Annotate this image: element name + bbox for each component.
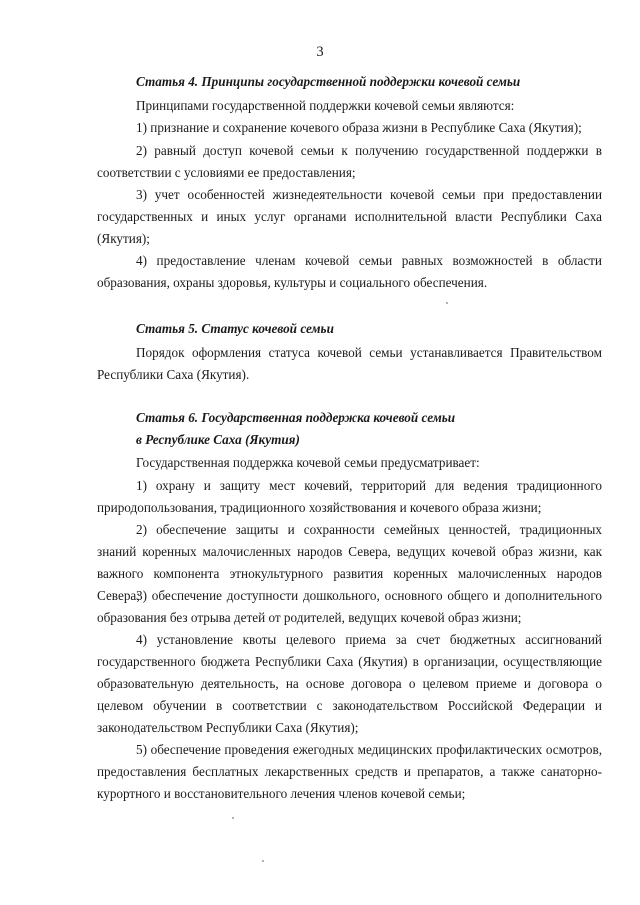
article-6-item-3: 3) обеспечение доступности дошкольного, основного общего и дополнительного образования без отрыва детей от родителей, ведущих кочевой образ жизни; [97,588,602,625]
scan-speck [232,817,234,819]
article-5-heading: Статья 5. Статус кочевой семьи [136,321,334,336]
article-6-intro: Государственная поддержка кочевой семьи предусматривает: [136,455,480,470]
article-6-item-1: 1) охрану и защиту мест кочевий, территорий для ведения традиционного природопользования, традиционного хозяйствования и кочевого образа жизни; [97,478,602,515]
article-6-heading-line-2: в Республике Саха (Якутия) [136,432,300,447]
page-number: 3 [316,44,324,60]
article-4-item-2: 2) равный доступ кочевой семьи к получению государственной поддержки в соответствии с условиями ее предоставления; [97,143,602,180]
scan-speck [446,302,448,304]
article-4-intro: Принципами государственной поддержки кочевой семьи являются: [136,98,515,113]
article-4-item-4: 4) предоставление членам кочевой семьи равных возможностей в области образования, охраны здоровья, культуры и социального обеспечения. [97,253,602,290]
scan-speck [262,860,264,862]
article-6-item-5: 5) обеспечение проведения ежегодных медицинских профилактических осмотров, предоставления бесплатных лекарственных средств и препаратов, а также санаторно-курортного и восстановительного лечения членов кочевой семьи; [97,742,602,801]
article-4-item-1: 1) признание и сохранение кочевого образа жизни в Республике Саха (Якутия); [136,120,582,135]
article-6-heading-line-1: Статья 6. Государственная поддержка кочевой семьи [136,410,456,425]
article-5-text: Порядок оформления статуса кочевой семьи устанавливается Правительством Республики Саха (Якутия). [97,345,602,382]
article-6-item-4: 4) установление квоты целевого приема за счет бюджетных ассигнований государственного бюджета Республики Саха (Якутия) в организации, осуществляющие образовательную деятельность, на основе договора о целевом приеме и договора о целевом обучении в соответствии с законодательством Российской Федерации и законодательством Республики Саха (Якутия); [97,632,602,735]
article-4-heading: Статья 4. Принципы государственной поддержки кочевой семьи [136,74,521,89]
article-6-item-2: 2) обеспечение защиты и сохранности семейных ценностей, традиционных знаний коренных малочисленных народов Севера, ведущих кочевой образ жизни, как важного компонента этнокультурного развития коренных малочисленных народов Севера; [97,522,602,603]
article-4-item-3: 3) учет особенностей жизнедеятельности кочевой семьи при предоставлении государственных и иных услуг органами исполнительной власти Республики Саха (Якутия); [97,187,602,246]
